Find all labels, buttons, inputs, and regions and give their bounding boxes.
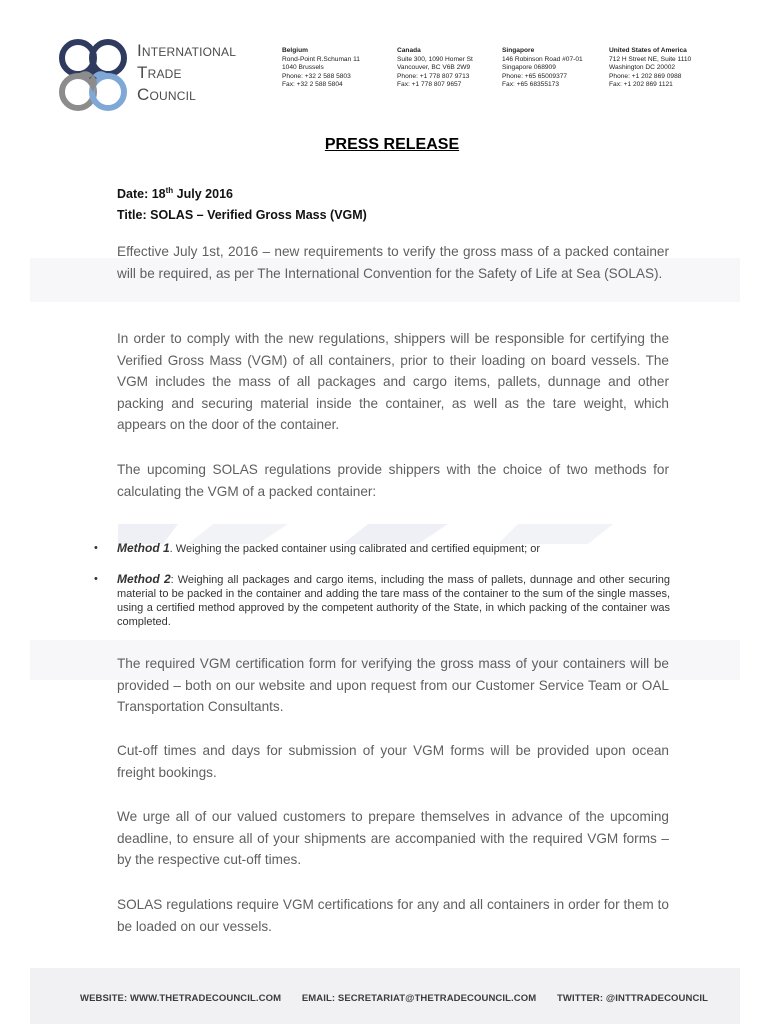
footer-contacts [80,993,726,1004]
office-name: United States of America [609,47,687,54]
office-singapore [502,47,612,90]
office-line: Fax: +1 202 869 1121 [609,81,673,89]
office-line: Fax: +65 68355173 [502,81,560,89]
footer-twitter-link[interactable]: TWITTER: @INTTRADECOUNCIL [556,993,709,1004]
office-line: Singapore 068909 [502,64,556,72]
footer-website-link[interactable]: WEBSITE: WWW.THETRADECOUNCIL.COM [80,993,282,1004]
method-label: Method 1 [117,541,170,555]
date-rest: July 2016 [173,187,233,202]
office-line: Phone: +1 778 807 9713 [397,72,470,80]
method-text: : Weighing all packages and cargo items, including the mass of pallets, dunnage and other securing material to be packed in the container and adding the tare mass of the container to the sum of the single masses, using a certified method approved by the competent authority of the State, in which packing of the container was completed. [117,574,670,628]
method-label: Method 2 [117,572,171,586]
office-line: Phone: +1 202 869 0988 [609,72,682,80]
office-line: Fax: +1 778 807 9657 [397,81,462,89]
paragraph: We urge all of our valued customers to prepare themselves in advance of the upcoming deadline, to ensure all of your shipments are accompanied with the required VGM forms – by the respective cut-off times. [117,809,669,868]
office-canada [397,47,507,90]
paragraph: The upcoming SOLAS regulations provide shippers with the choice of two methods for calculating the VGM of a packed container: [117,462,669,499]
document-title: PRESS RELEASE [324,136,460,153]
office-usa [609,47,719,90]
paragraph: Cut-off times and days for submission of your VGM forms will be provided upon ocean freight bookings. [117,743,669,780]
office-line: Phone: +32 2 588 5803 [282,72,351,80]
office-line: Suite 300, 1090 Homer St [397,55,473,63]
office-line: 1040 Brussels [282,64,324,72]
org-name-line1: International [137,41,237,60]
subject-line: Title: SOLAS – Verified Gross Mass (VGM) [117,208,367,223]
office-name: Singapore [502,47,535,54]
office-line: Vancouver, BC V6B 2W9 [397,64,471,72]
document-meta [117,180,367,226]
office-line: Phone: +65 65009377 [502,72,568,80]
methods-list [90,541,670,629]
bullet-icon: • [94,573,98,585]
paragraph: In order to comply with the new regulations, shippers will be responsible for certifying the Verified Gross Mass (VGM) of all containers, prior to their loading on board vessels. The VGM includes the mass of all packages and cargo items, pallets, dunnage and other packing and securing material inside the container, as well as the tare weight, which appears on the door of the container. [117,331,669,433]
paragraph: The required VGM certification form for verifying the gross mass of your containers will be provided – both on our website and upon request from our Customer Service Team or OAL Transportation Consultants. [117,656,669,715]
office-belgium [282,47,392,90]
date-suffix: th [165,186,174,195]
date-label: Date: 18 [117,187,166,202]
bullet-icon: • [94,542,98,554]
list-item [90,541,670,556]
office-name: Canada [397,47,421,54]
office-line: Fax: +32 2 588 5804 [282,81,343,89]
itc-logo-icon [58,38,136,116]
paragraph: SOLAS regulations require VGM certifications for any and all containers in order for them to be loaded on our vessels. [117,897,669,934]
letterhead [0,0,768,120]
footer-email-link[interactable]: EMAIL: SECRETARIAT@THETRADECOUNCIL.COM [301,993,537,1004]
office-line: 146 Robinson Road #07-01 [502,55,583,63]
office-line: Rond-Point R.Schuman 11 [282,55,360,63]
org-name [137,40,236,106]
method-text: . Weighing the packed container using calibrated and certified equipment; or [169,543,541,555]
office-line: 712 H Street NE, Suite 1110 [609,55,692,63]
paragraph: Effective July 1st, 2016 – new requirements to verify the gross mass of a packed container will be required, as per The International Convention for the Safety of Life at Sea (SOLAS). [117,244,669,281]
org-name-line2: Trade [137,63,182,82]
list-item [90,572,670,629]
office-line: Washington DC 20002 [609,64,676,72]
org-name-line3: Council [137,85,197,104]
date-line [117,180,367,205]
office-name: Belgium [282,47,309,54]
